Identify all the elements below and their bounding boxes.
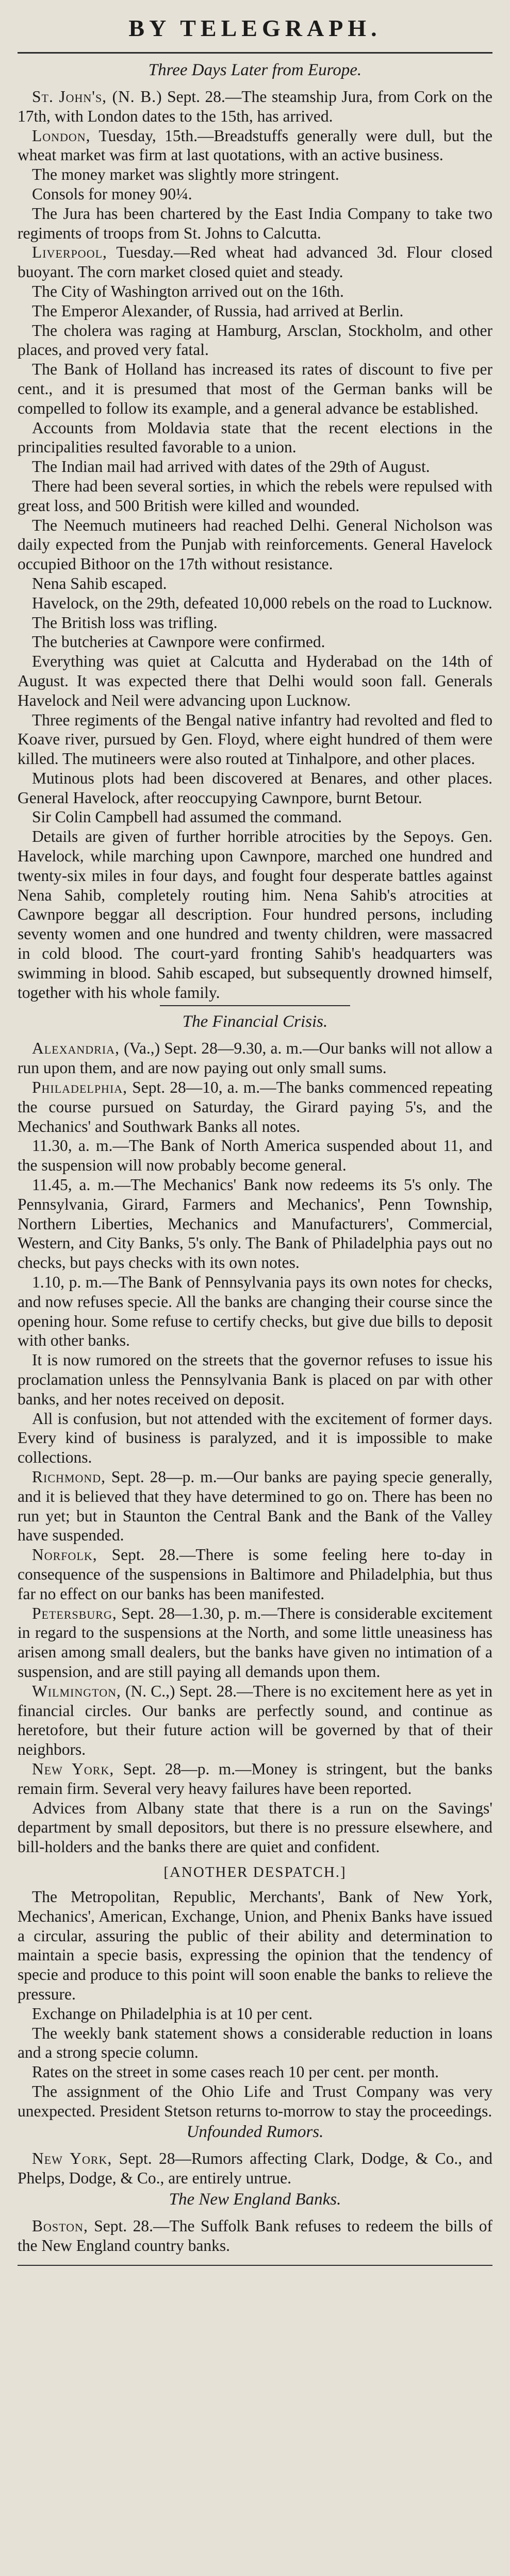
news-paragraph — [18, 613, 492, 633]
paragraph-text: Sept. 28.—The steamship Jura, from Cork on the 17th, with London dates to the 15th, has arrived. — [18, 88, 493, 125]
paragraph-text: Three regiments of the Bengal native infantry had revolted and fled to Koave river, pursued by Gen. Floyd, where eight hundred of them were killed. The mutineers were also routed at Tinhalpore, and other places. — [18, 710, 492, 768]
paragraph-text: Sept. 28.—The Suffolk Bank refuses to redeem the bills of the New England country banks. — [18, 2217, 492, 2255]
section-subhead: The New England Banks. — [169, 2190, 341, 2209]
news-paragraph — [18, 243, 492, 282]
paragraph-text: The butcheries at Cawnpore were confirmed. — [32, 633, 325, 651]
paragraph-text: Advices from Albany state that there is a run on the Savings' department by small depositors, but there is no pressure elsewhere, and bill-holders and the banks there are quiet and confident. — [18, 1799, 492, 1856]
news-paragraph — [18, 1175, 492, 1273]
news-paragraph — [18, 184, 492, 204]
news-paragraph — [18, 418, 492, 457]
dateline: Richmond, — [32, 1467, 106, 1486]
paragraph-text: The City of Washington arrived out on the 16th. — [32, 282, 344, 300]
paragraph-text: Exchange on Philadelphia is at 10 per cent. — [32, 2004, 313, 2023]
news-paragraph — [18, 2149, 492, 2188]
paragraph-text: (Va.,) Sept. 28—9.30, a. m.—Our banks will not allow a run upon them, and are now paying out only small sums. — [18, 1039, 492, 1077]
paragraph-text: Everything was quiet at Calcutta and Hyderabad on the 14th of August. It was expected there that Delhi would soon fall. Generals Havelock and Neil were advancing upon Lucknow. — [18, 652, 492, 709]
paragraph-text: Mutinous plots had been discovered at Benares, and other places. General Havelock, after reoccupying Cawnpore, burnt Betour. — [18, 769, 492, 807]
paragraph-text: It is now rumored on the streets that the governor refuses to issue his proclamation unless the Pennsylvania Bank is placed on par with other banks, and her notes received on deposit. — [18, 1351, 492, 1408]
paragraph-text: The cholera was raging at Hamburg, Arsclan, Stockholm, and other places, and proved very fatal. — [18, 321, 492, 359]
paragraph-text: 1.10, p. m.—The Bank of Pennsylvania pays its own notes for checks, and now refuses specie. All the banks are changing their course since the opening hour. Some refuse to certify checks, but give due bills to deposit with other banks. — [18, 1273, 492, 1350]
news-paragraph — [18, 126, 492, 165]
news-paragraph — [18, 632, 492, 652]
paragraph-text: Sept. 28—p. m.—Money is stringent, but the banks remain firm. Several very heavy failures have been reported. — [18, 1759, 493, 1798]
news-section — [18, 1864, 492, 2121]
dateline: Philadelphia, — [32, 1078, 128, 1097]
news-paragraph — [18, 477, 492, 516]
paragraph-text: Tuesday, 15th.—Breadstuffs generally were dull, but the wheat market was firm at last quotations, with an active business. — [18, 126, 492, 164]
headline: BY TELEGRAPH. — [128, 15, 382, 41]
paragraph-text: (N. C.,) Sept. 28.—There is no excitement here as yet in financial circles. Our banks are perfectly sound, and continue as heretofore, but their future action will be governed by that of their neighbors. — [18, 1682, 492, 1759]
news-paragraph — [18, 282, 492, 301]
bottom-rule — [18, 2265, 492, 2266]
paragraph-text: Sept. 28—10, a. m.—The banks commenced repeating the course pursued on Saturday, the Girard paying 5's, and the Mechanics' and Southwark Banks all notes. — [18, 1078, 492, 1136]
paragraph-text: Consols for money 90¼. — [32, 184, 192, 203]
paragraph-text: Sir Colin Campbell had assumed the command. — [32, 808, 342, 826]
news-paragraph — [18, 769, 492, 808]
news-paragraph — [18, 1039, 492, 1078]
news-paragraph — [18, 710, 492, 769]
news-paragraph — [18, 1467, 492, 1545]
dateline: Petersburg, — [32, 1604, 117, 1622]
paragraph-text: 11.45, a. m.—The Mechanics' Bank now redeems its 5's only. The Pennsylvania, Girard, Farmers and Mechanics', Penn Township, Northern Liberties, Mechanics and Manufacturers', Commercial, Western, and City Banks, 5's only. The Bank of Philadelphia pays out no checks, but pays checks with its own notes. — [18, 1176, 492, 1272]
paragraph-text: Sept. 28—1.30, p. m.—There is considerable excitement in regard to the suspensions at the North, and some little uneasiness has arisen among small dealers, but the banks have given no intimation of a suspension, and are still paying all demands upon them. — [18, 1604, 492, 1681]
news-paragraph — [18, 807, 492, 827]
news-paragraph — [18, 2216, 492, 2256]
news-paragraph — [18, 1409, 492, 1467]
news-paragraph — [18, 204, 492, 243]
dateline: Liverpool, — [32, 243, 107, 262]
paragraph-text: The weekly bank statement shows a considerable reduction in loans and a strong specie column. — [18, 2024, 492, 2062]
section-subhead: The Financial Crisis. — [182, 1012, 328, 1031]
paragraph-text: All is confusion, but not attended with the excitement of former days. Every kind of business is paralyzed, and it is impossible to make collections. — [18, 1409, 492, 1467]
news-paragraph — [18, 360, 492, 418]
section-subhead: Unfounded Rumors. — [186, 2123, 324, 2142]
news-paragraph — [18, 1682, 492, 1759]
paragraph-text: The Indian mail had arrived with dates of the 29th of August. — [32, 457, 430, 476]
paragraph-text: The money market was slightly more stringent. — [32, 165, 339, 184]
dateline: Alexandria, — [32, 1039, 120, 1058]
dateline: London, — [32, 126, 91, 145]
news-paragraph — [18, 321, 492, 360]
news-section — [18, 2123, 492, 2188]
paragraph-text: Sept. 28.—There is some feeling here to-day in consequence of the suspensions in Baltimore and Philadelphia, but thus far no effect on our banks has been manifested. — [18, 1546, 492, 1603]
news-paragraph — [18, 1799, 492, 1857]
news-paragraph — [18, 87, 492, 126]
news-paragraph — [18, 2024, 492, 2063]
news-paragraph — [18, 457, 492, 477]
dateline: New York, — [32, 1759, 114, 1778]
headline-rule — [18, 52, 492, 54]
paragraph-text: Accounts from Moldavia state that the recent elections in the principalities resulted favorable to a union. — [18, 418, 492, 456]
dateline: New York, — [32, 2149, 112, 2168]
news-paragraph — [18, 301, 492, 321]
paragraph-text: The Emperor Alexander, of Russia, had arrived at Berlin. — [32, 301, 404, 320]
news-paragraph — [18, 1350, 492, 1409]
paragraph-text: Havelock, on the 29th, defeated 10,000 rebels on the road to Lucknow. — [32, 594, 492, 612]
paragraph-text: Sept. 28—p. m.—Our banks are paying specie generally, and it is believed that they have determined to go on. There has been no run yet; but in Staunton the Central Bank and the Bank of the Valley have suspended. — [18, 1467, 492, 1545]
news-section — [18, 1012, 492, 1856]
paragraph-text: Rates on the street in some cases reach 10 per cent. per month. — [32, 2063, 439, 2081]
dateline: Boston, — [32, 2217, 88, 2235]
news-paragraph — [18, 516, 492, 574]
news-paragraph — [18, 652, 492, 710]
paragraph-text: The British loss was trifling. — [32, 613, 218, 632]
news-paragraph — [18, 1887, 492, 2004]
news-paragraph — [18, 1545, 492, 1603]
news-paragraph — [18, 1604, 492, 1682]
news-paragraph — [18, 574, 492, 594]
news-paragraph — [18, 827, 492, 1002]
dateline: St. John's, (N. B.) — [32, 88, 162, 106]
news-section — [18, 2190, 492, 2256]
news-paragraph — [18, 1078, 492, 1136]
news-section — [18, 61, 492, 1006]
news-paragraph — [18, 2082, 492, 2121]
section-subhead: Three Days Later from Europe. — [148, 61, 362, 79]
news-paragraph — [18, 594, 492, 613]
paragraph-text: The assignment of the Ohio Life and Trust Company was very unexpected. President Stetson returns to-morrow to stay the proceedings. — [18, 2082, 492, 2120]
paragraph-text: Tuesday.—Red wheat had advanced 3d. Flour closed buoyant. The corn market closed quiet and steady. — [18, 243, 492, 281]
paragraph-text: The Metropolitan, Republic, Merchants', Bank of New York, Mechanics', American, Exchange, Union, and Phenix Banks have issued a circular, assuring the public of their ability and determination to maintain a specie basis, expressing the opinion that the tendency of specie and produce to this point will soon enable the banks to relieve the pressure. — [18, 1887, 492, 2003]
paragraph-text: The Bank of Holland has increased its rates of discount to five per cent., and it is presumed that most of the German banks will be compelled to follow its example, and a general advance be established. — [18, 360, 492, 417]
paragraph-text: Details are given of further horrible atrocities by the Sepoys. Gen. Havelock, while marching upon Cawnpore, marched one hundred and twenty-six miles in four days, and fought four desperate battles against Nena Sahib, completely routing him. Nena Sahib's atrocities at Cawnpore beggar all description. Four hundred persons, including seventy women and one hundred and twenty children, were massacred in cold blood. The court-yard fronting Sahib's headquarters was swimming in blood. Sahib escaped, but subsequently drowned himself, together with his whole family. — [18, 827, 492, 1002]
paragraph-text: The Jura has been chartered by the East India Company to take two regiments of troops from St. Johns to Calcutta. — [18, 204, 492, 242]
news-paragraph — [18, 1273, 492, 1350]
dateline: Wilmington, — [32, 1682, 121, 1700]
despatch-label: [ANOTHER DESPATCH.] — [163, 1863, 347, 1880]
section-divider — [160, 1005, 350, 1006]
paragraph-text: The Neemuch mutineers had reached Delhi. General Nicholson was daily expected from the Punjab with reinforcements. General Havelock occupied Bithoor on the 17th without resistance. — [18, 516, 492, 573]
dateline: Norfolk, — [32, 1546, 97, 1564]
news-paragraph — [18, 2004, 492, 2024]
news-paragraph — [18, 165, 492, 184]
paragraph-text: 11.30, a. m.—The Bank of North America suspended about 11, and the suspension will now probably become general. — [18, 1137, 492, 1175]
paragraph-text: Nena Sahib escaped. — [32, 574, 167, 592]
paragraph-text: Sept. 28—Rumors affecting Clark, Dodge, & Co., and Phelps, Dodge, & Co., are entirely untrue. — [18, 2149, 492, 2188]
news-paragraph — [18, 2062, 492, 2082]
paragraph-text: There had been several sorties, in which the rebels were repulsed with great loss, and 500 British were killed and wounded. — [18, 477, 492, 515]
news-paragraph — [18, 1136, 492, 1175]
news-paragraph — [18, 1759, 492, 1799]
article-body — [18, 61, 492, 2256]
